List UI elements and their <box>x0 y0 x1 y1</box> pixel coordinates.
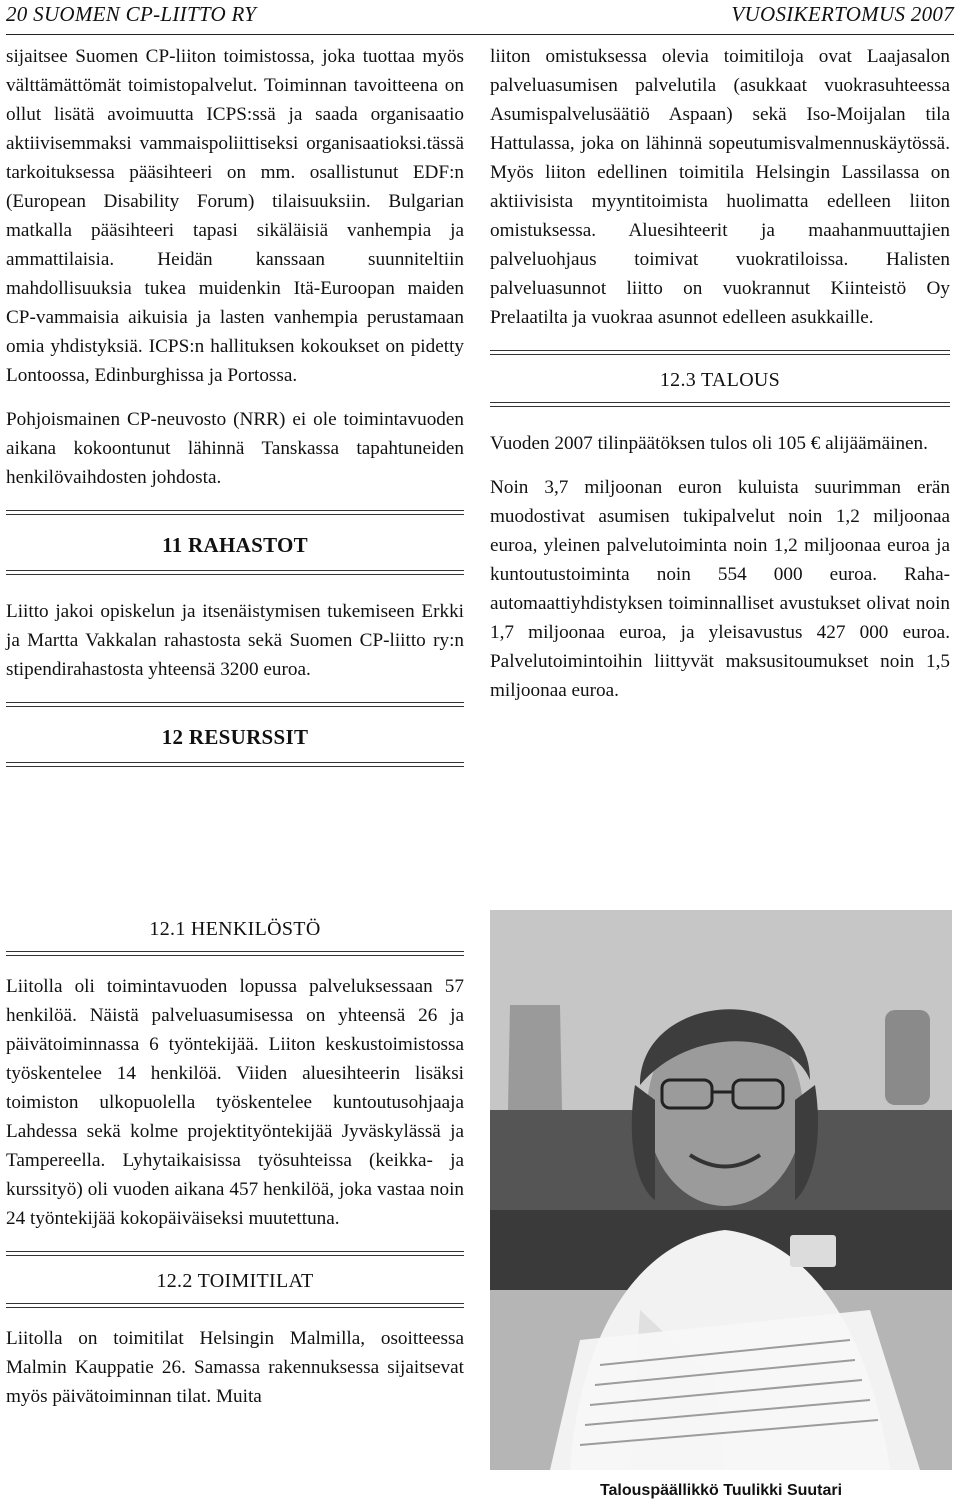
section-12-2-title: 12.2 TOIMITILAT <box>156 1270 314 1292</box>
section-12-1-title: 12.1 HENKILÖSTÖ <box>149 918 321 940</box>
section-divider-bottom <box>6 762 464 767</box>
right-paragraph-1: liiton omistuksessa olevia toimitiloja ovat Laajasalon palveluasumisen palvelutila (asukkaat vuokrasuhteessa Asumispalvelusäätiö Aspaan) sekä Iso-Moijalan tila Hattulassa, joka on lähinnä sopeutumisvalmennuskäytössä. Myös liiton edellinen toimitila Helsingin Lassilassa on aktiivisista myyntitoimista huolimatta edelleen liiton omistuksessa. Aluesihteerit ja maahanmuuttajien palveluohjaus toimivat vuokratiloissa. Halisten palveluasunnot liitto on vuokrannut Kiinteistö Oy Prelaatilta ja vuokraa asunnot edelleen asukkaille. <box>490 46 950 328</box>
left-column <box>6 42 464 767</box>
portrait-photo <box>490 910 952 1470</box>
page-header <box>6 0 954 35</box>
left-paragraph-1: sijaitsee Suomen CP-liiton toimistossa, joka tuottaa myös välttämättömät toimistopalvelut. Toiminnan tavoitteena on ollut lisätä avoimuutta ICPS:ssä ja saada organisaatio aktiivisemmaksi vammaispoliittiseksi organisaatioksi.tässä tarkoituksessa pääsihteeri on mm. osallistunut EDF:n (European Disability Forum) tilaisuuksiin. Bulgarian matkalla pääsihteeri tapasi sikäläisiä vanhempia ja ammattilaisia. Heidän kanssaan suunniteltiin mahdollisuuksia tukea muidenkin Itä-Euroopan maiden CP-vammaisia aikuisia ja lasten vanhempia perustamaan omia yhdistyksiä. ICPS:n hallituksen kokoukset on pidetty Lontoossa, Edinburghissa ja Portossa. <box>6 46 464 386</box>
section-11-text: Liitto jakoi opiskelun ja itsenäistymisen tukemiseen Erkki ja Martta Vakkalan rahastosta sekä Suomen CP-liitto ry:n stipendirahastosta yhteensä 3200 euroa. <box>6 601 464 680</box>
right-column <box>490 42 950 705</box>
talous-paragraph-2: Noin 3,7 miljoonan euron kuluista suurimman erän muodostivat asumisen tukipalvelut noin 1,2 miljoonaa euroa, yleinen palvelutoiminta noin 1,2 miljoonaa euroa ja kuntoutustoiminta noin 554 000 euroa. Raha-automaattiyhdistyksen toiminnalliset avustukset olivat noin 1,7 miljoonaa euroa, ja yleisavustus 427 000 euroa. Palvelutoimintoihin liittyvät maksusitoumukset noin 1,5 miljoonaa euroa. <box>490 477 950 701</box>
portrait-illustration <box>490 910 952 1470</box>
toimitilat-text: Liitolla on toimitilat Helsingin Malmilla, osoitteessa Malmin Kauppatie 26. Samassa rakennuksessa sijaitsevat myös päivätoiminnan tilat. Muita <box>6 1328 464 1407</box>
photo-caption: Talouspäällikkö Tuulikki Suutari <box>599 1482 843 1499</box>
bottom-left-column <box>6 918 464 1411</box>
section-11-title: 11 RAHASTOT <box>162 533 308 557</box>
talous-paragraph-1: Vuoden 2007 tilinpäätöksen tulos oli 105 € alijäämäinen. <box>490 433 928 454</box>
section-12-3-title: 12.3 TALOUS <box>659 369 781 391</box>
header-left-title: 20 SUOMEN CP-LIITTO RY <box>6 2 257 26</box>
henkilosto-text: Liitolla oli toimintavuoden lopussa palveluksessaan 57 henkilöä. Näistä palveluasumisessa on yhteensä 26 ja päivätoiminnassa 6 työntekijää. Liiton keskustoimistossa työskentelee 14 henkilöä. Viiden aluesihteerin lisäksi toimiston ulkopuolella työskentelee kuntoutusohjaaja Lahdessa sekä kolme projektityöntekijää Jyväskylässä ja Tampereella. Lyhytaikaisissa työsuhteissa (keikka- ja kurssityö) oli vuoden aikana 457 henkilöä, joka vastaa noin 24 työntekijää kokopäiväiseksi muutettuna. <box>6 976 464 1229</box>
section-12-title: 12 RESURSSIT <box>161 725 309 749</box>
header-right-title: VUOSIKERTOMUS 2007 <box>731 2 954 26</box>
left-paragraph-2: Pohjoismainen CP-neuvosto (NRR) ei ole toimintavuoden aikana kokoontunut lähinnä Tanskassa tapahtuneiden henkilövaihdosten johdosta. <box>6 409 464 488</box>
